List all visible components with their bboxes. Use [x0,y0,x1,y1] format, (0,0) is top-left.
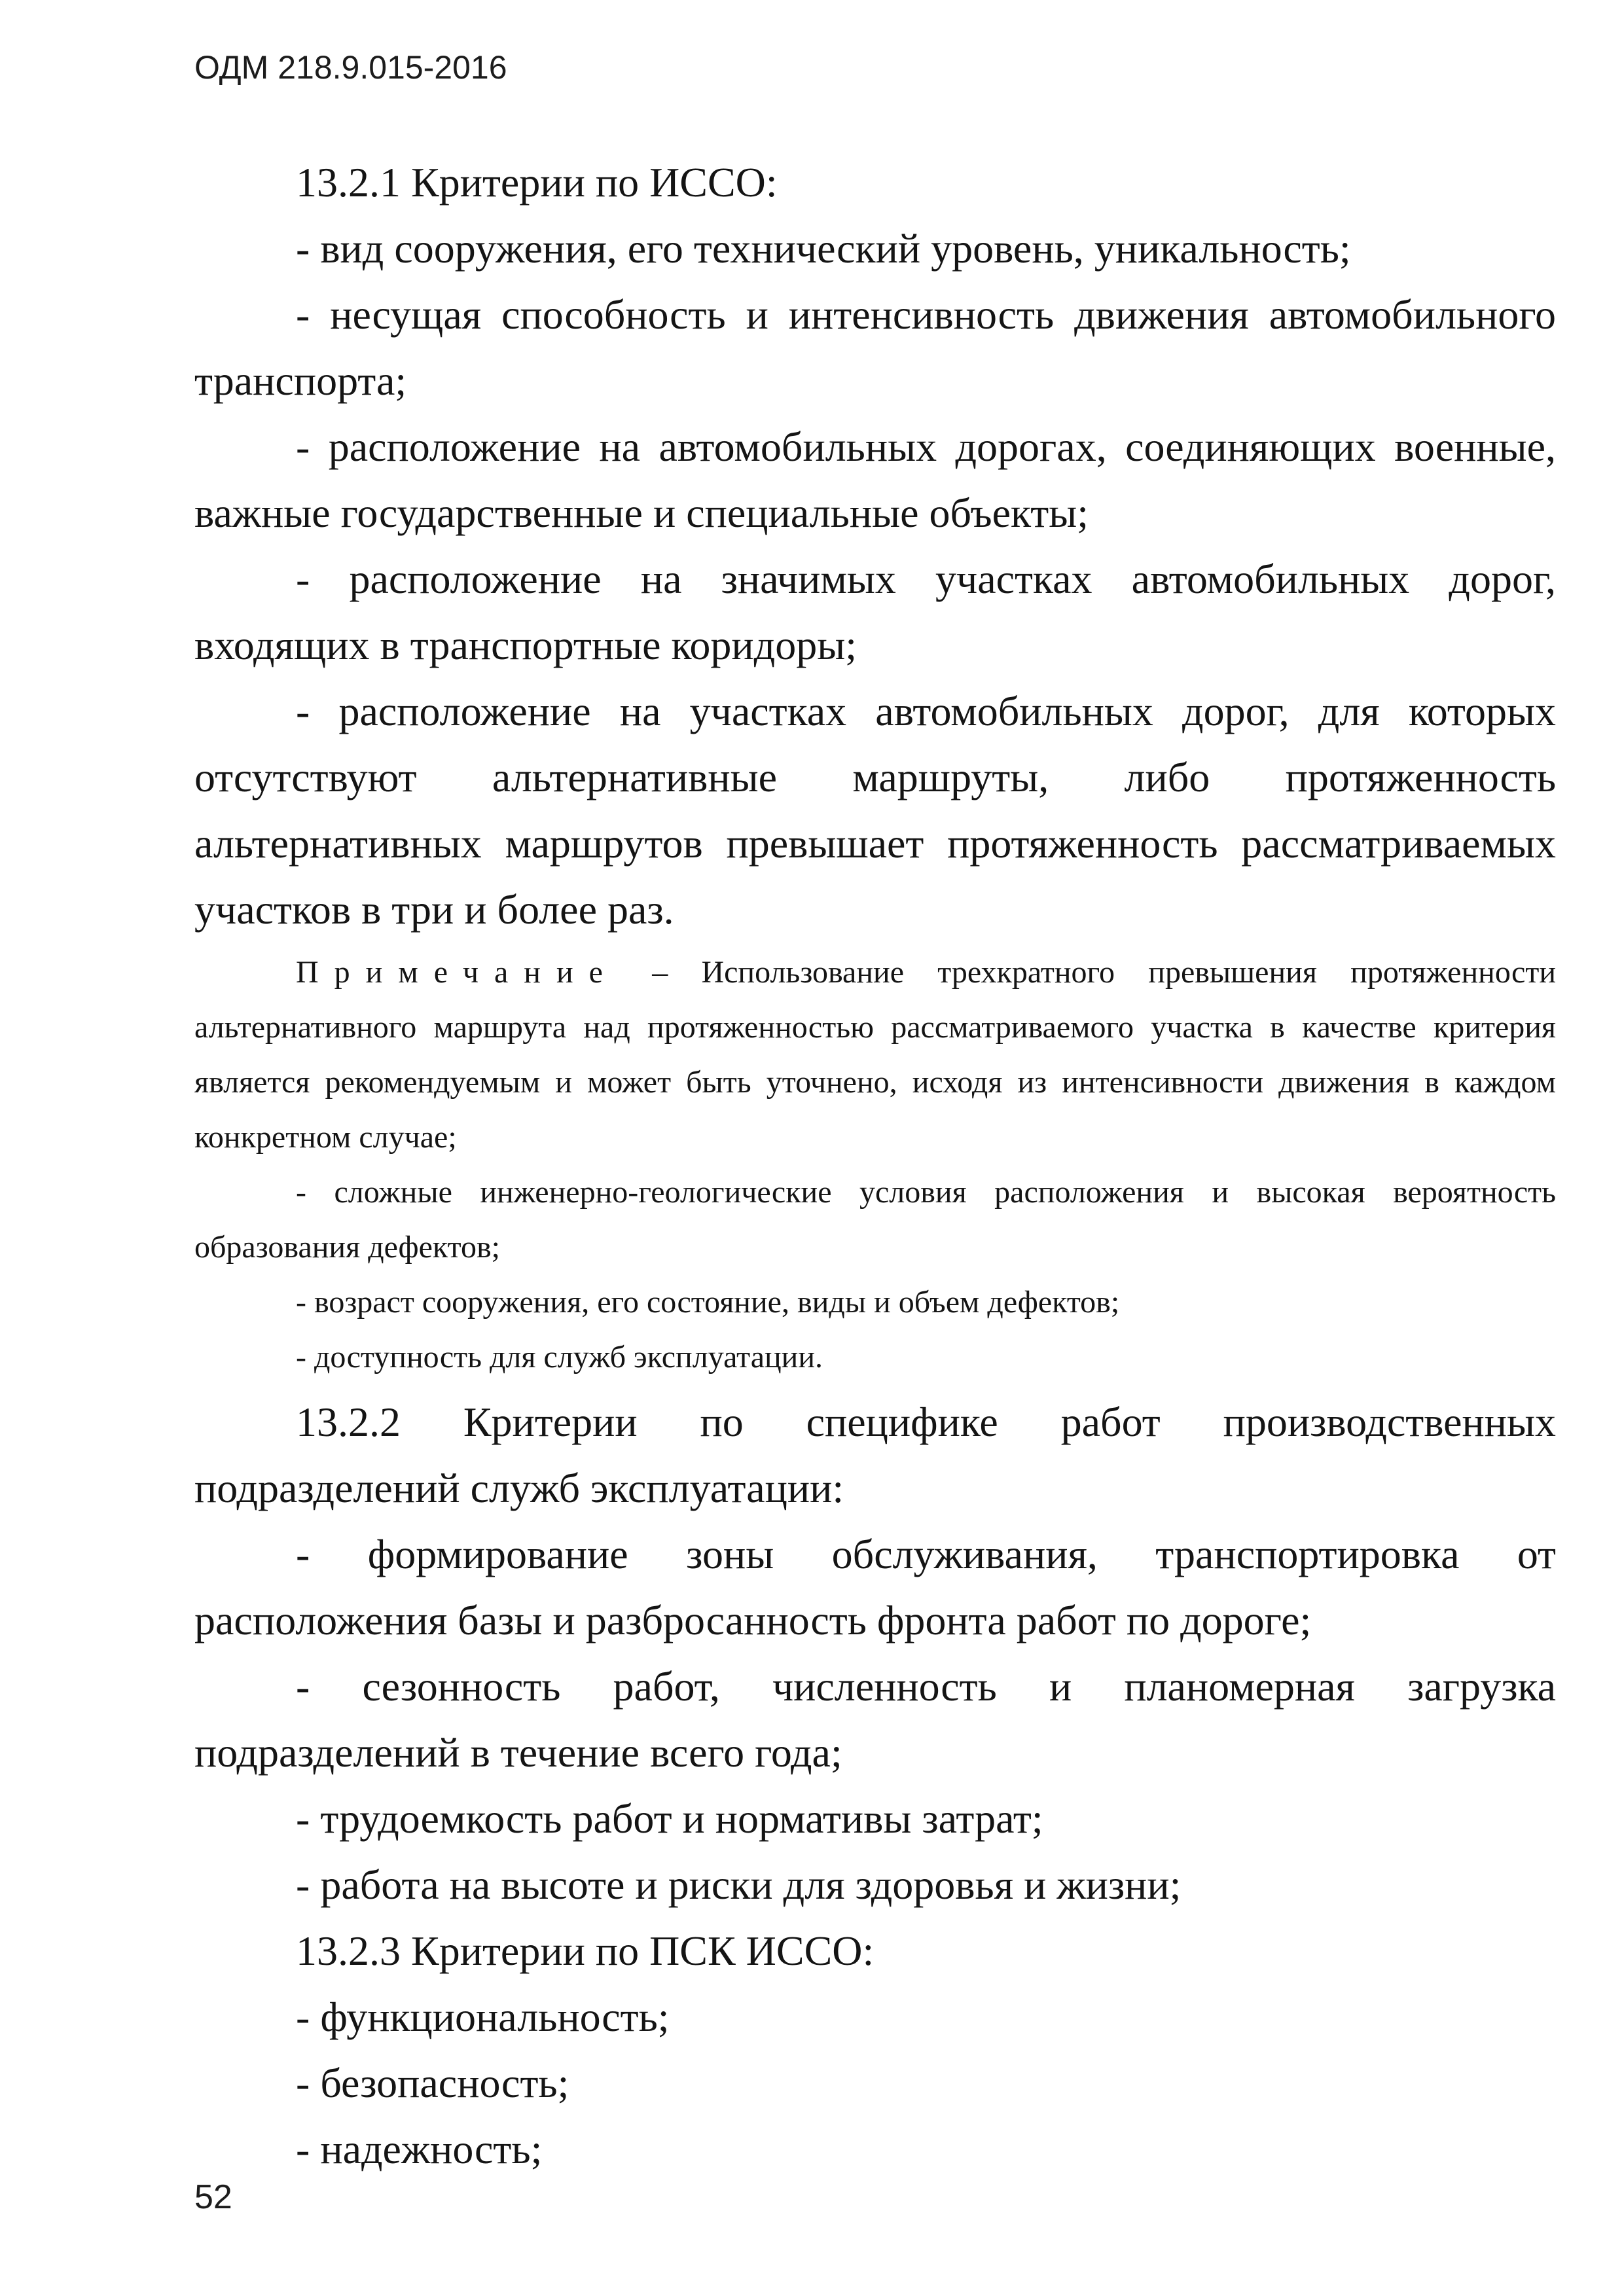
list-item: - трудоемкость работ и нормативы затрат; [296,1795,1043,1842]
note-list-item: - доступность для служб эксплуатации. [296,1340,823,1374]
note-list-item: - сложные инженерно-геологические условия расположения и высокая вероятность образования дефектов; [194,1175,1556,1265]
list-item: - сезонность работ, численность и планомерная загрузка подразделений в течение всего года; [194,1663,1556,1776]
list-item: - работа на высоте и риски для здоровья и жизни; [296,1861,1182,1908]
document-body [194,149,1556,2182]
list-item: - несущая способность и интенсивность движения автомобильного транспорта; [194,291,1556,404]
note-label: Примечание [296,955,619,990]
list-item: - функциональность; [296,1994,670,2040]
list-item: - формирование зоны обслуживания, транспортировка от расположения базы и разбросанность фронта работ по дороге; [194,1531,1556,1643]
list-item: - безопасность; [296,2060,569,2106]
list-item: - вид сооружения, его технический уровень, уникальность; [296,225,1351,272]
list-item: - надежность; [296,2126,543,2172]
note-list-item: - возраст сооружения, его состояние, виды и объем дефектов; [296,1285,1120,1319]
note-text: – Использование трехкратного превышения протяженности альтернативного маршрута над протяженностью рассматриваемого участка в качестве критерия является рекомендуемым и может быть уточнено, исходя из интенсивности движения в каждом конкретном случае; [194,955,1556,1155]
section-13-2-2-heading: 13.2.2 Критерии по специфике работ производственных подразделений служб эксплуатации: [194,1399,1556,1511]
list-item: - расположение на автомобильных дорогах, соединяющих военные, важные государственные и специальные объекты; [194,423,1556,536]
note-paragraph [194,945,1556,1165]
section-13-2-3-heading: 13.2.3 Критерии по ПСК ИССО: [296,1928,875,1974]
page-number: 52 [194,2178,232,2216]
section-13-2-1-heading: 13.2.1 Критерии по ИССО: [296,159,778,206]
list-item: - расположение на значимых участках автомобильных дорог, входящих в транспортные коридоры; [194,556,1556,668]
list-item: - расположение на участках автомобильных дорог, для которых отсутствуют альтернативные маршруты, либо протяженность альтернативных маршрутов превышает протяженность рассматриваемых участков в три и более раз. [194,688,1556,933]
document-code: ОДМ 218.9.015-2016 [194,49,507,86]
